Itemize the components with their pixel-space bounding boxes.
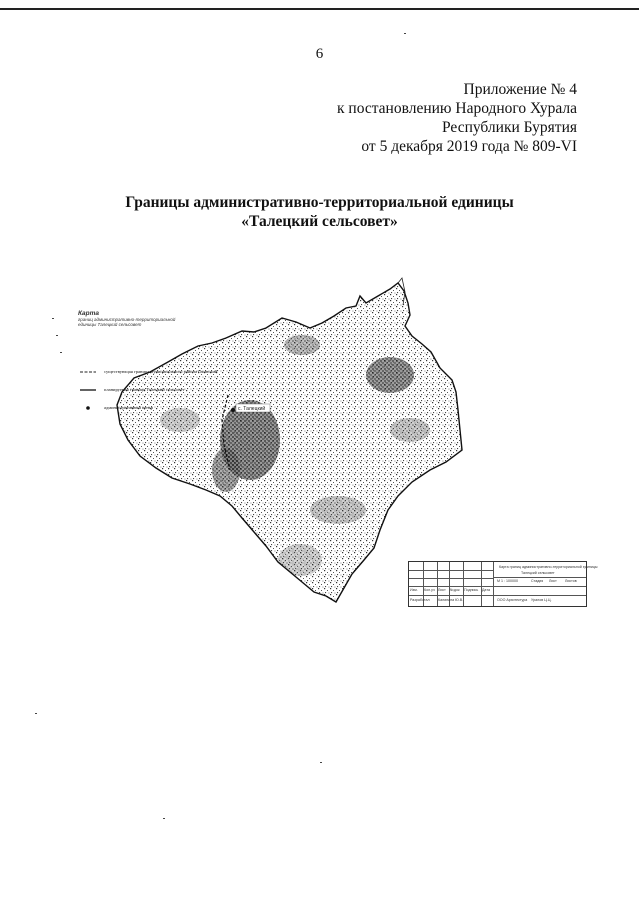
scan-speck <box>163 818 165 819</box>
stamp-org: ООО Архитектура <box>497 598 528 602</box>
appendix-line-3: Республики Бурятия <box>442 119 577 136</box>
stamp-scale: М 1 : 100000 <box>497 579 518 583</box>
legend-key-center <box>86 406 90 410</box>
stamp-sheet: Лист <box>549 579 557 583</box>
document-title-line-1: Границы административно-территориальной единицы <box>125 194 514 211</box>
map-legend <box>78 310 188 327</box>
legend-item-center: административный центр <box>104 405 154 410</box>
admin-center-marker <box>231 408 235 412</box>
appendix-line-4: от 5 декабря 2019 года № 809-VI <box>361 138 577 155</box>
stamp-header-kol: Кол.уч <box>424 588 435 592</box>
appendix-line-1: Приложение № 4 <box>463 81 577 98</box>
scan-speck <box>404 33 406 34</box>
stamp-unit: Талецкий сельсовет <box>521 571 555 575</box>
legend-title: Карта <box>78 310 99 317</box>
stamp-header-date: Дата <box>482 588 490 592</box>
title-block-stamp <box>408 561 598 607</box>
appendix-line-2: к постановлению Народного Хурала <box>337 100 577 117</box>
document-title-line-2: «Талецкий сельсовет» <box>241 213 398 230</box>
stamp-header-sign: Подпись <box>464 588 479 592</box>
stamp-header-list: Лист <box>438 588 446 592</box>
stamp-header-doc: №док <box>450 588 460 592</box>
page-number: 6 <box>315 46 324 62</box>
stamp-role-1: Разработал <box>410 598 430 602</box>
stamp-stage: Стадия <box>531 579 544 583</box>
stamp-person-2: Уралов Ц.Ц. <box>531 598 552 602</box>
stamp-sheets: Листов <box>565 579 577 583</box>
scan-speck <box>320 762 322 763</box>
scan-speck <box>35 713 37 714</box>
legend-item-existing: существующая граница муниципального района Окинский <box>104 369 218 374</box>
stamp-title-text: Карта границ административно-территориальной единицы <box>499 565 598 569</box>
scan-speck <box>56 335 58 336</box>
legend-subtitle: границ административно-территориальной единицы Талецкий сельсовет <box>78 317 176 327</box>
scan-speck <box>52 318 54 319</box>
scan-speck <box>60 352 62 353</box>
stamp-header-izm: Изм. <box>410 588 418 592</box>
legend-item-planned: планируемая граница Талецкий сельсовет <box>104 387 185 392</box>
stamp-person-1: Калинина Ю.В. <box>438 598 464 602</box>
center-label: с. Талецкий <box>238 406 266 412</box>
